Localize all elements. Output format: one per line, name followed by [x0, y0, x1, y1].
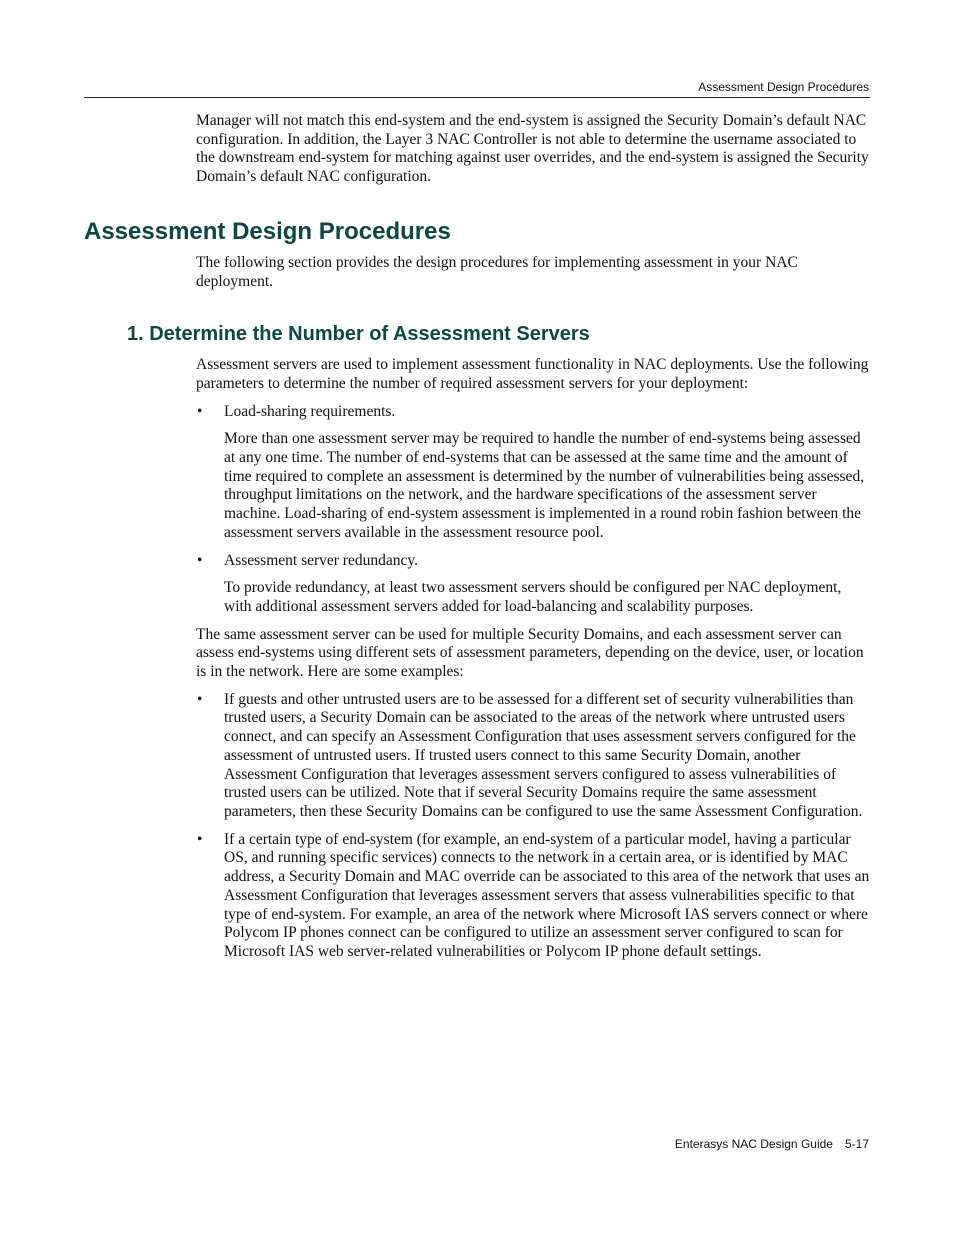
list-item [197, 551, 870, 571]
section-title: Assessment Design Procedures [84, 217, 451, 245]
subsection-title: 1. Determine the Number of Assessment Servers [127, 323, 590, 346]
subsection-intro: Assessment servers are used to implement assessment functionality in NAC deployments. Use the following parameters to determine the number of required assessment servers for your deployment: [196, 356, 869, 392]
example-text: If guests and other untrusted users are to be assessed for a different set of security vulnerabilities than trusted users, a Security Domain can be associated to the areas of the network where untrusted users connect, and can specify an Assessment Configuration that uses assessment servers configured for the assessment of untrusted users. If trusted users connect to this same Security Domain, another Assessment Configuration that leverages assessment servers configured to assess vulnerabilities of trusted users can be utilized. Note that if several Security Domains require the same assessment parameters, then these Security Domains can be configured to use the same Assessment Configuration. [224, 690, 863, 820]
list-item [197, 830, 870, 962]
bullet-icon: • [197, 690, 203, 708]
running-header: Assessment Design Procedures [698, 80, 869, 94]
bullet-icon: • [197, 402, 203, 420]
section-intro: The following section provides the design procedures for implementing assessment in your NAC deployment. [196, 253, 798, 290]
footer-page-number: 5-17 [844, 1137, 869, 1151]
intro-paragraph: Manager will not match this end-system and the end-system is assigned the Security Domain’s default NAC configuration. In addition, the Layer 3 NAC Controller is not able to determine the username associated to the downstream end-system for matching against user overrides, and the end-system is assigned the Security Domain’s default NAC configuration. [196, 112, 869, 186]
bullet-label: Assessment server redundancy. [224, 551, 418, 569]
header-rule [84, 97, 870, 98]
page-footer [675, 1137, 869, 1151]
bullet-label: Load-sharing requirements. [224, 402, 396, 420]
footer-guide-title: Enterasys NAC Design Guide [674, 1137, 833, 1151]
bullet-icon: • [197, 830, 203, 848]
middle-paragraph: The same assessment server can be used for multiple Security Domains, and each assessment server can assess end-systems using different sets of assessment parameters, depending on the device, user, or location is in the network. Here are some examples: [196, 625, 864, 681]
list-item [197, 690, 870, 822]
page-content [0, 112, 954, 962]
example-text: If a certain type of end-system (for example, an end-system of a particular model, having a particular OS, and running specific services) connects to the network in a certain area, or is identified by MAC address, a Security Domain and MAC override can be associated to this area of the network that uses an Assessment Configuration that leverages assessment servers that assess vulnerabilities specific to that type of end-system. For example, an area of the network where Microsoft IAS servers connect or where Polycom IP phones connect can be configured to utilize an assessment server configured to scan for Microsoft IAS web server-related vulnerabilities or Polycom IP phone default settings. [224, 830, 870, 960]
bullet-detail: To provide redundancy, at least two assessment servers should be configured per NAC deployment, with additional assessment servers added for load-balancing and scalability purposes. [224, 579, 842, 615]
bullet-detail: More than one assessment server may be required to handle the number of end-systems being assessed at any one time. The number of end-systems that can be assessed at the same time and the amount of time required to complete an assessment is determined by the number of vulnerabilities being assessed, throughput limitations on the network, and the hardware specifications of the assessment server machine. Load-sharing of end-system assessment is implemented in a round robin fashion between the assessment servers available in the assessment resource pool. [224, 430, 865, 541]
list-item [197, 402, 870, 422]
bullet-icon: • [197, 551, 203, 569]
